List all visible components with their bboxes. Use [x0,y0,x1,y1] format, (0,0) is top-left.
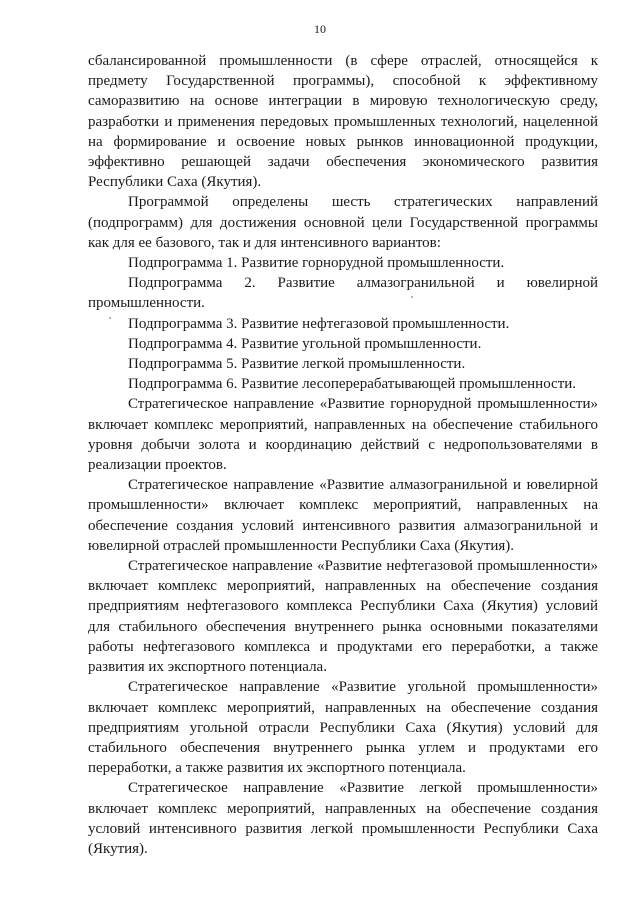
paragraph-strategic-directions: Программой определены шесть стратегических направлений (подпрограмм) для достижения основной цели Государственной программы как для ее базового, так и для интенсивного вариантов: [88,194,598,251]
direction-paragraph-mining: Стратегическое направление «Развитие горнорудной промышленности» включает комплекс мероприятий, направленных на обеспечение стабильного уровня добычи золота и координацию действий с недропользователями в реализации проектов. [88,396,598,474]
direction-paragraph-diamond-jewelry: Стратегическое направление «Развитие алмазогранильной и ювелирной промышленности» включает комплекс мероприятий, направленных на обеспечение создания условий интенсивного развития алмазогранильной и ювелирной отраслей промышленности Республики Саха (Якутия). [88,477,598,554]
paragraph-intro-continuation: сбалансированной промышленности (в сфере отраслей, относящейся к предмету Государственной программы), способной к эффективному саморазвитию на основе интеграции в мировую технологическую среду, разработки и применения передовых промышленных технологий, нацеленной на формирование и освоение новых рынков инновационной продукции, эффективно решающей задачи обеспечения экономического развития Республики Саха (Якутия). [88,53,598,191]
direction-paragraph-light-industry: Стратегическое направление «Развитие легкой промышленности» включает комплекс мероприятий, направленных на обеспечение создания условий интенсивного развития легкой промышленности Республики Саха (Якутия). [88,780,598,857]
subprogram-item-6: Подпрограмма 6. Развитие лесоперерабатывающей промышленности. [128,376,577,393]
document-body [88,51,598,859]
direction-paragraph-oil-gas: Стратегическое направление «Развитие нефтегазовой промышленности» включает комплекс мероприятий, направленных на обеспечение создания предприятиям нефтегазового комплекса Республики Саха (Якутия) условий для стабильного обеспечения внутреннего рынка основными показателями работы нефтегазового комплекса и продуктами его переработки, а также развития их экспортного потенциала. [88,558,598,676]
subprogram-item-4: Подпрограмма 4. Развитие угольной промышленности. [128,335,482,352]
direction-paragraph-coal: Стратегическое направление «Развитие угольной промышленности» включает комплекс мероприятий, направленных на обеспечение создания предприятиям угольной отрасли Республики Саха (Якутия) условий для стабильного обеспечения внутреннего рынка углем и продуктами его переработки, а также развития их экспортного потенциала. [88,679,598,777]
page-number: 10 [314,22,326,36]
subprogram-item-2: Подпрограмма 2. Развитие алмазогранильной и ювелирной промышленности. [88,275,598,312]
subprogram-item-1: Подпрограмма 1. Развитие горнорудной промышленности. [128,255,505,272]
scan-speck [411,296,413,298]
subprogram-item-3: Подпрограмма 3. Развитие нефтегазовой промышленности. [128,315,510,332]
scan-speck [109,317,111,319]
subprogram-item-5: Подпрограмма 5. Развитие легкой промышленности. [128,356,466,373]
